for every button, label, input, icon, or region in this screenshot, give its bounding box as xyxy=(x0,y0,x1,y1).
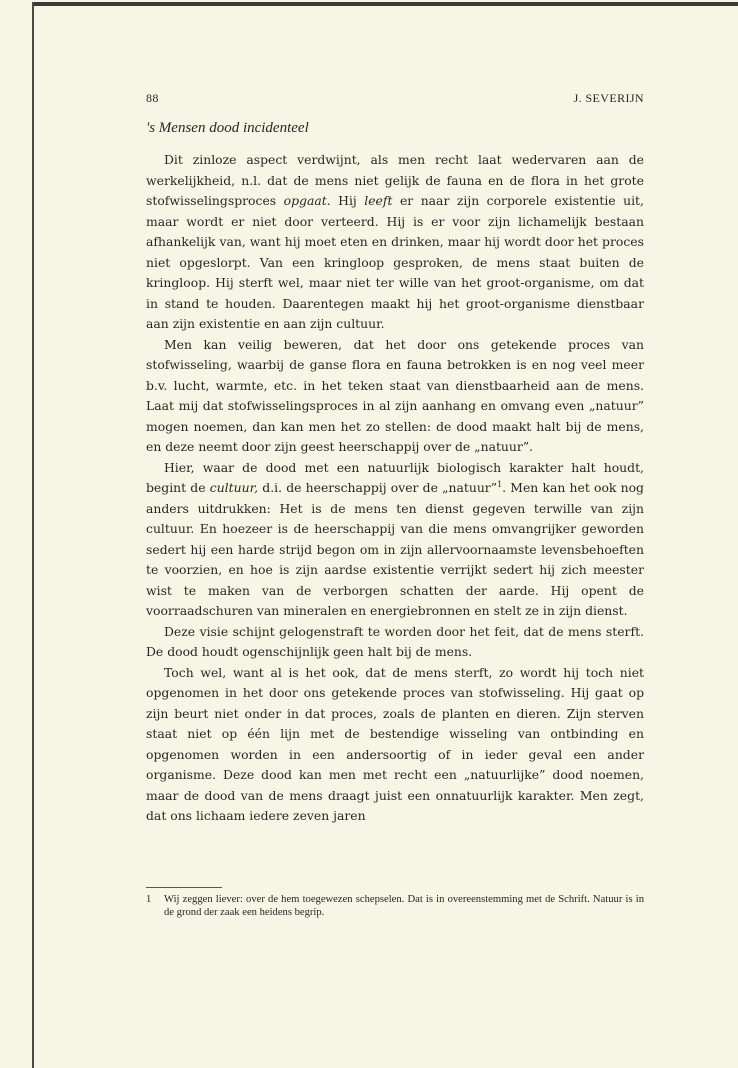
paragraph-3 xyxy=(146,458,644,622)
emphasis: leeft xyxy=(364,193,393,208)
page-number: 88 xyxy=(146,91,159,105)
footnote xyxy=(146,893,644,919)
scan-edge-left xyxy=(32,2,34,1068)
footnote-number: 1 xyxy=(146,894,152,905)
text-run: . Men kan het ook nog anders uitdrukken: Het is de mens ten dienst gegeven terwille van zijn cultuur. En hoezeer is de heerschappij van die mens omvangrijker geworden sedert hij een harde strijd begon om in zijn allervoornaamste levensbehoeften te voorzien, en hoe is zijn aardse existentie verrijkt sedert hij zich meester wist te maken van de verborgen schatten der aarde. Hij opent de voorraadschuren van mineralen en energiebronnen en stelt ze in zijn dienst. xyxy=(146,480,644,618)
footnote-reference[interactable]: 1 xyxy=(497,479,503,489)
text-run: Dit zinloze aspect verdwijnt, als men recht laat wedervaren aan de werkelijkheid, n.l. dat de mens niet gelijk de fauna en de flora in het grote stofwisselingsproces xyxy=(146,152,644,208)
emphasis: cultuur, xyxy=(209,480,259,495)
text-run: Hier, waar de dood met een natuurlijk biologisch karakter halt houdt, begint de xyxy=(146,459,644,495)
running-head: J. SEVERIJN xyxy=(573,91,644,105)
text-run: d.i. de heerschappij over de „natuur” xyxy=(258,480,498,495)
emphasis: opgaat. xyxy=(283,193,331,208)
paragraph-4: Deze visie schijnt gelogenstraft te worden door het feit, dat de mens sterft. De dood houdt ogenschijnlijk geen halt bij de mens. xyxy=(146,623,644,659)
paragraph-1 xyxy=(146,150,644,335)
footnote-text: Wij zeggen liever: over de hem toegewezen schepselen. Dat is in overeenstemming met de Schrift. Natuur is in de grond der zaak een heidens begrip. xyxy=(164,894,644,918)
body-text xyxy=(146,150,644,827)
footnote-divider xyxy=(146,887,222,888)
text-run: er naar zijn corporele existentie uit, maar wordt er niet door verteerd. Hij is er voor zijn lichamelijk bestaan afhankelijk van, want hij moet eten en drinken, maar hij wordt door het proces niet opgeslorpt. Van een kringloop gesproken, de mens staat buiten de kringloop. Hij sterft wel, maar niet ter wille van het groot-organisme, om dat in stand te houden. Daarentegen maakt hij het groot-organisme dienstbaar aan zijn existentie en aan zijn cultuur. xyxy=(146,193,644,331)
scan-edge-top xyxy=(32,2,738,6)
text-run: Hij xyxy=(330,193,365,208)
paragraph-2: Men kan veilig beweren, dat het door ons getekende proces van stofwisseling, waarbij de ganse flora en fauna betrokken is en nog veel meer b.v. lucht, warmte, etc. in het teken staat van dienstbaarheid aan de mens. Laat mij dat stofwisselingsproces in al zijn aanhang en omvang even „natuur” mogen noemen, dan kan men het zo stellen: de dood maakt halt bij de mens, en deze neemt door zijn geest heerschappij over de „natuur”. xyxy=(146,336,644,454)
paragraph-5: Toch wel, want al is het ook, dat de mens sterft, zo wordt hij toch niet opgenomen in het door ons getekende proces van stofwisseling. Hij gaat op zijn beurt niet onder in dat proces, zoals de planten en dieren. Zijn sterven staat niet op één lijn met de bestendige wisseling van ontbinding en opgenomen worden in een andersoortig of in ieder geval een ander organisme. Deze dood kan men met recht een „natuurlijke” dood noemen, maar de dood van de mens draagt juist een onnatuurlijk karakter. Men zegt, dat ons lichaam iedere zeven jaren xyxy=(146,664,644,823)
section-heading: 's Mensen dood incidenteel xyxy=(146,120,309,136)
